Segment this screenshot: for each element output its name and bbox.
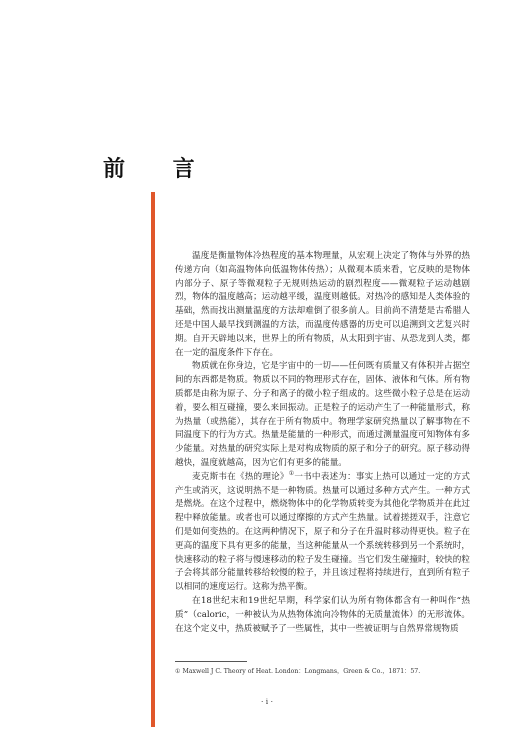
page-number: · i · xyxy=(261,697,273,706)
paragraph-3-rest: 一书中表述为：事实上热可以通过一定的方式产生或消灭，这说明热不是一种物质。热量可以通过多种方式产生。一种方式是燃烧。在这个过程中，燃烧物体中的化学物质转变为其他化学物质并在此过程中释放能量。或者也可以通过摩擦的方式产生热量。试着搓搓双手，注意它们是如何变热的。在这两种情况下，原子和分子在升温时移动得更快。粒子在更高的温度下具有更多的能量，当这种能量从一个系统转移到另一个系统时，快速移动的粒子将与慢速移动的粒子发生碰撞。当它们发生碰撞时，较快的粒子会将其部分能量转移给较慢的粒子，并且该过程将持续进行，直到所有粒子以相同的速度运行。这称为热平衡。 xyxy=(175,471,470,593)
page-title: 前 言 xyxy=(103,156,215,182)
footnote: ① Maxwell J C. Theory of Heat. London：Longmans，Green & Co.，1871：57. xyxy=(175,668,421,675)
accent-bar xyxy=(151,192,155,727)
footnote-divider xyxy=(175,661,247,662)
paragraph-2: 物质就在你身边，它是宇宙中的一切——任何既有质量又有体积并占据空间的东西都是物质。物质以不同的物理形式存在，固体、液体和气体。所有物质都是由称为原子、分子和离子的微小粒子组成的。这些微小粒子总是在运动着，要么相互碰撞，要么来回振动。正是粒子的运动产生了一种能量形式，称为热量（或热能），其存在于所有物质中。物理学家研究热量以了解事物在不同温度下的行为方式。热量是能量的一种形式，而通过测量温度可知物体有多少能量。对热量的研究实际上是对构成物质的原子和分子的研究。原子移动得越快，温度就越高，因为它们有更多的能量。 xyxy=(175,361,470,468)
paragraph-1: 温度是衡量物体冷热程度的基本物理量，从宏观上决定了物体与外界的热传递方向（如高温物体向低温物体传热）；从微观本质来看，它反映的是物体内部分子、原子等微观粒子无规则热运动的剧烈程度——微观粒子运动越剧烈，物体的温度越高；运动越平缓，温度则越低。对热冷的感知是人类体验的基础，然而找出测量温度的方法却难倒了很多前人。目前尚不清楚是古希腊人还是中国人最早找到测温的方法，而温度传感器的历史可以追溯到文艺复兴时期。自开天辟地以来，世界上的所有物质，从太阳到宇宙、从恐龙到人类，都在一定的温度条件下存在。 xyxy=(175,251,470,358)
paragraph-4: 在18世纪末和19世纪早期，科学家们认为所有物体都含有一种叫作“热质”（caloric，一种被认为从热物体流向冷物体的无质量流体）的无形流体。在这个定义中，热质被赋予了一些属性，其中一些被证明与自然界常规物质 xyxy=(175,595,470,634)
paragraph-3-start: 麦克斯韦在《热的理论》 xyxy=(192,471,289,482)
paragraph-3 xyxy=(175,471,470,595)
body-text xyxy=(175,250,470,636)
footnote-ref[interactable]: ① xyxy=(288,469,295,477)
